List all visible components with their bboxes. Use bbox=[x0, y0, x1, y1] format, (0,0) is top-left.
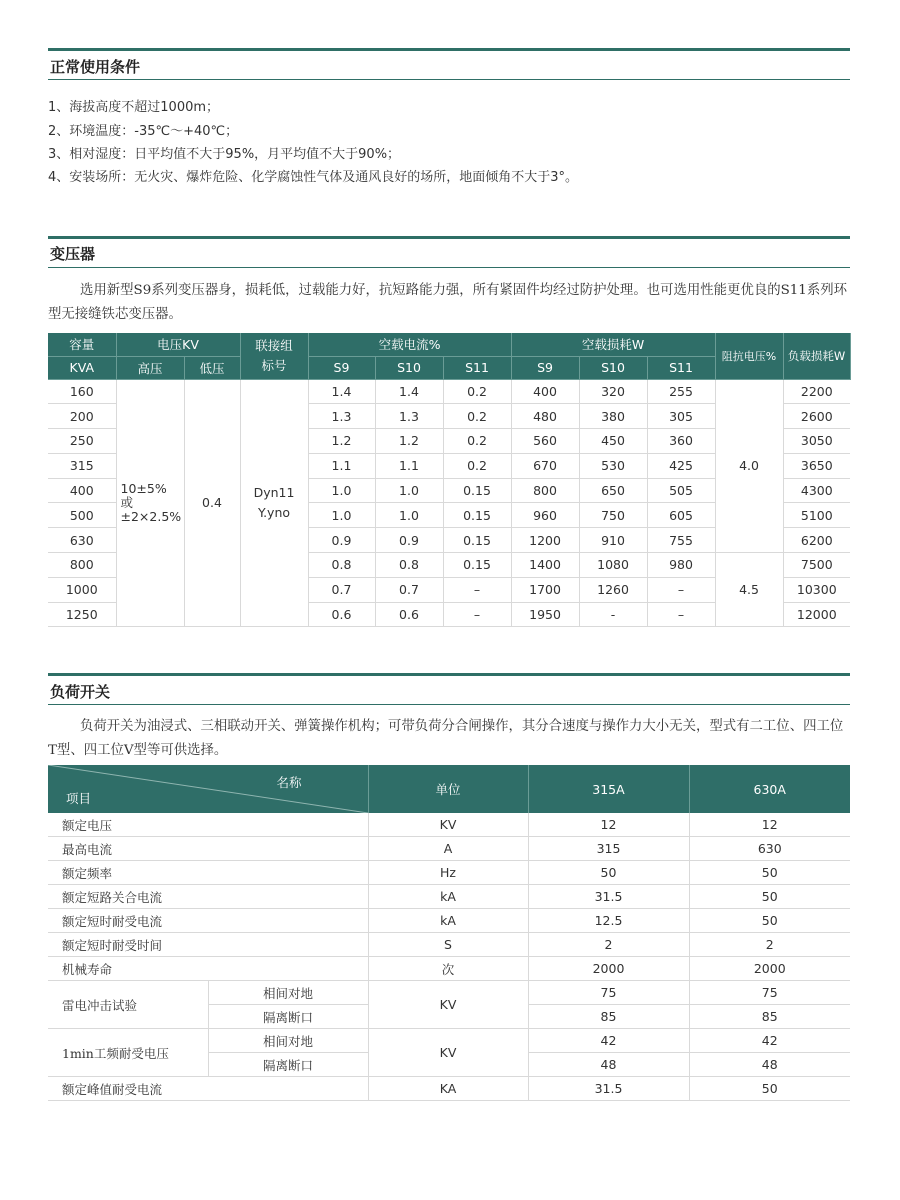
group-value-line: Y.yno bbox=[257, 504, 291, 520]
noload-current-s11: 0.15 bbox=[443, 528, 511, 553]
section-underline bbox=[48, 267, 850, 268]
section-underline bbox=[48, 79, 850, 80]
noload-loss-s11: 755 bbox=[647, 528, 715, 553]
sub-item-cell: 相间对地 bbox=[208, 981, 368, 1005]
capacity-cell: 160 bbox=[48, 379, 116, 404]
switch-row bbox=[48, 1077, 850, 1101]
sub-item-cell: 隔离断口 bbox=[208, 1005, 368, 1029]
noload-loss-s9: 1700 bbox=[511, 577, 579, 602]
noload-current-s9: 1.0 bbox=[308, 478, 375, 503]
value-315a-cell: 12 bbox=[528, 813, 689, 837]
noload-loss-s10: 1080 bbox=[579, 553, 647, 578]
noload-current-s11: – bbox=[443, 577, 511, 602]
load-loss-cell: 12000 bbox=[783, 602, 850, 627]
noload-current-s9: 0.8 bbox=[308, 553, 375, 578]
switch-row bbox=[48, 981, 850, 1005]
noload-current-s10: 1.0 bbox=[375, 478, 443, 503]
load-loss-cell: 7500 bbox=[783, 553, 850, 578]
item-cell: 1min工频耐受电压 bbox=[48, 1029, 208, 1077]
switch-row bbox=[48, 885, 850, 909]
switch-row bbox=[48, 909, 850, 933]
value-315a-cell: 42 bbox=[528, 1029, 689, 1053]
capacity-cell: 800 bbox=[48, 553, 116, 578]
noload-current-s11: – bbox=[443, 602, 511, 627]
noload-loss-s11: 255 bbox=[647, 379, 715, 404]
sub-item-cell: 隔离断口 bbox=[208, 1053, 368, 1077]
capacity-cell: 1000 bbox=[48, 577, 116, 602]
condition-item: 1、海拔高度不超过1000m； bbox=[48, 100, 220, 115]
header-diagonal-cell bbox=[48, 765, 368, 813]
value-630a-cell: 48 bbox=[689, 1053, 850, 1077]
unit-cell: kA bbox=[368, 909, 528, 933]
capacity-cell: 400 bbox=[48, 478, 116, 503]
noload-loss-s9: 1950 bbox=[511, 602, 579, 627]
header-voltage: 电压KV bbox=[116, 333, 240, 356]
header-s9-loss: S9 bbox=[511, 356, 579, 379]
load-switch-description-text: 负荷开关为油浸式、三相联动开关、弹簧操作机构；可带负荷分合闸操作，其分合速度与操作力大小无关，型式有二工位、四工位T型、四工位V型等可供选择。 bbox=[48, 719, 844, 758]
noload-current-s9: 1.2 bbox=[308, 429, 375, 454]
noload-loss-s11: 505 bbox=[647, 478, 715, 503]
capacity-cell: 200 bbox=[48, 404, 116, 429]
noload-loss-s9: 800 bbox=[511, 478, 579, 503]
value-630a-cell: 2000 bbox=[689, 957, 850, 981]
item-cell: 额定频率 bbox=[48, 861, 368, 885]
noload-current-s10: 0.8 bbox=[375, 553, 443, 578]
section-title-transformer: 变压器 bbox=[50, 245, 96, 263]
load-loss-cell: 3050 bbox=[783, 429, 850, 454]
noload-current-s11: 0.15 bbox=[443, 503, 511, 528]
section-title-load-switch: 负荷开关 bbox=[50, 683, 111, 701]
section-underline bbox=[48, 704, 850, 705]
capacity-cell: 500 bbox=[48, 503, 116, 528]
value-630a-cell: 50 bbox=[689, 861, 850, 885]
switch-row bbox=[48, 813, 850, 837]
unit-cell: KV bbox=[368, 981, 528, 1029]
switch-row bbox=[48, 861, 850, 885]
section-divider bbox=[48, 236, 850, 239]
unit-cell: KV bbox=[368, 813, 528, 837]
value-315a-cell: 2 bbox=[528, 933, 689, 957]
noload-current-s9: 1.0 bbox=[308, 503, 375, 528]
load-loss-cell: 5100 bbox=[783, 503, 850, 528]
hv-cell bbox=[116, 379, 184, 627]
noload-loss-s10: 1260 bbox=[579, 577, 647, 602]
transformer-table bbox=[48, 333, 851, 627]
capacity-cell: 630 bbox=[48, 528, 116, 553]
noload-loss-s9: 670 bbox=[511, 453, 579, 478]
switch-row bbox=[48, 933, 850, 957]
header-noload-loss: 空载损耗W bbox=[511, 333, 715, 356]
value-315a-cell: 315 bbox=[528, 837, 689, 861]
header-s9: S9 bbox=[308, 356, 375, 379]
noload-loss-s11: 360 bbox=[647, 429, 715, 454]
section-divider bbox=[48, 673, 850, 676]
header-s10: S10 bbox=[375, 356, 443, 379]
noload-current-s10: 1.4 bbox=[375, 379, 443, 404]
hv-value-line: ±2×2.5% bbox=[120, 508, 182, 524]
header-item: 项目 bbox=[66, 791, 92, 806]
value-315a-cell: 48 bbox=[528, 1053, 689, 1077]
section-divider bbox=[48, 48, 850, 51]
header-capacity-unit: KVA bbox=[48, 356, 116, 379]
value-630a-cell: 42 bbox=[689, 1029, 850, 1053]
noload-current-s11: 0.15 bbox=[443, 553, 511, 578]
load-loss-cell: 6200 bbox=[783, 528, 850, 553]
item-cell: 雷电冲击试验 bbox=[48, 981, 208, 1029]
header-group: 联接组标号 bbox=[240, 333, 308, 379]
value-315a-cell: 75 bbox=[528, 981, 689, 1005]
capacity-cell: 250 bbox=[48, 429, 116, 454]
noload-current-s11: 0.2 bbox=[443, 404, 511, 429]
noload-current-s10: 0.6 bbox=[375, 602, 443, 627]
group-cell bbox=[240, 379, 308, 627]
noload-current-s10: 1.1 bbox=[375, 453, 443, 478]
noload-current-s9: 1.3 bbox=[308, 404, 375, 429]
value-630a-cell: 50 bbox=[689, 909, 850, 933]
value-630a-cell: 630 bbox=[689, 837, 850, 861]
noload-loss-s10: 320 bbox=[579, 379, 647, 404]
noload-loss-s10: 650 bbox=[579, 478, 647, 503]
noload-loss-s10: - bbox=[579, 602, 647, 627]
noload-loss-s9: 400 bbox=[511, 379, 579, 404]
load-switch-table bbox=[48, 765, 850, 1101]
noload-current-s11: 0.15 bbox=[443, 478, 511, 503]
transformer-row bbox=[48, 379, 850, 404]
noload-current-s9: 0.9 bbox=[308, 528, 375, 553]
header-s10-loss: S10 bbox=[579, 356, 647, 379]
value-630a-cell: 50 bbox=[689, 1077, 850, 1101]
value-315a-cell: 85 bbox=[528, 1005, 689, 1029]
diagonal-line bbox=[48, 765, 368, 813]
noload-loss-s10: 450 bbox=[579, 429, 647, 454]
noload-loss-s9: 480 bbox=[511, 404, 579, 429]
noload-current-s10: 1.3 bbox=[375, 404, 443, 429]
value-315a-cell: 12.5 bbox=[528, 909, 689, 933]
header-impedance: 阻抗电压% bbox=[715, 333, 783, 379]
noload-current-s9: 1.4 bbox=[308, 379, 375, 404]
impedance-cell: 4.5 bbox=[715, 553, 783, 627]
header-s11: S11 bbox=[443, 356, 511, 379]
transformer-description bbox=[48, 279, 848, 327]
group-value-line: Dyn11 bbox=[253, 484, 295, 500]
unit-cell: A bbox=[368, 837, 528, 861]
noload-loss-s11: 980 bbox=[647, 553, 715, 578]
noload-loss-s9: 1400 bbox=[511, 553, 579, 578]
noload-loss-s11: 425 bbox=[647, 453, 715, 478]
header-hv: 高压 bbox=[116, 356, 184, 379]
unit-cell: S bbox=[368, 933, 528, 957]
capacity-cell: 1250 bbox=[48, 602, 116, 627]
condition-item: 2、环境温度：-35℃～+40℃； bbox=[48, 124, 239, 139]
noload-loss-s9: 960 bbox=[511, 503, 579, 528]
value-315a-cell: 2000 bbox=[528, 957, 689, 981]
noload-current-s10: 1.0 bbox=[375, 503, 443, 528]
unit-cell: Hz bbox=[368, 861, 528, 885]
header-s11-loss: S11 bbox=[647, 356, 715, 379]
hv-value-line: 或 bbox=[120, 494, 134, 510]
header-lv: 低压 bbox=[184, 356, 240, 379]
load-loss-cell: 10300 bbox=[783, 577, 850, 602]
header-load-loss: 负载损耗W bbox=[783, 333, 850, 379]
noload-current-s10: 1.2 bbox=[375, 429, 443, 454]
load-switch-description bbox=[48, 715, 848, 763]
load-loss-cell: 4300 bbox=[783, 478, 850, 503]
header-noload-current: 空载电流% bbox=[308, 333, 511, 356]
noload-current-s10: 0.7 bbox=[375, 577, 443, 602]
header-capacity: 容量 bbox=[48, 333, 116, 356]
noload-loss-s11: 605 bbox=[647, 503, 715, 528]
noload-loss-s10: 910 bbox=[579, 528, 647, 553]
value-315a-cell: 31.5 bbox=[528, 885, 689, 909]
noload-loss-s10: 750 bbox=[579, 503, 647, 528]
load-loss-cell: 3650 bbox=[783, 453, 850, 478]
capacity-cell: 315 bbox=[48, 453, 116, 478]
value-315a-cell: 31.5 bbox=[528, 1077, 689, 1101]
noload-current-s11: 0.2 bbox=[443, 453, 511, 478]
switch-row bbox=[48, 1029, 850, 1053]
noload-loss-s10: 530 bbox=[579, 453, 647, 478]
header-name: 名称 bbox=[276, 775, 302, 790]
noload-loss-s10: 380 bbox=[579, 404, 647, 429]
switch-row bbox=[48, 837, 850, 861]
unit-cell: kA bbox=[368, 885, 528, 909]
item-cell: 额定峰值耐受电流 bbox=[48, 1077, 368, 1101]
header-unit: 单位 bbox=[368, 765, 528, 813]
header-630a: 630A bbox=[689, 765, 850, 813]
noload-loss-s11: – bbox=[647, 602, 715, 627]
noload-current-s10: 0.9 bbox=[375, 528, 443, 553]
load-loss-cell: 2600 bbox=[783, 404, 850, 429]
value-630a-cell: 75 bbox=[689, 981, 850, 1005]
condition-item: 4、安装场所：无火灾、爆炸危险、化学腐蚀性气体及通风良好的场所，地面倾角不大于3°。 bbox=[48, 170, 579, 185]
noload-loss-s9: 1200 bbox=[511, 528, 579, 553]
item-cell: 额定短时耐受时间 bbox=[48, 933, 368, 957]
hv-value-line: 10±5% bbox=[120, 480, 167, 496]
value-630a-cell: 50 bbox=[689, 885, 850, 909]
unit-cell: KA bbox=[368, 1077, 528, 1101]
value-630a-cell: 2 bbox=[689, 933, 850, 957]
item-cell: 机械寿命 bbox=[48, 957, 368, 981]
header-315a: 315A bbox=[528, 765, 689, 813]
load-loss-cell: 2200 bbox=[783, 379, 850, 404]
condition-item: 3、相对湿度：日平均值不大于95%，月平均值不大于90%； bbox=[48, 147, 401, 162]
sub-item-cell: 相间对地 bbox=[208, 1029, 368, 1053]
noload-loss-s11: 305 bbox=[647, 404, 715, 429]
noload-current-s11: 0.2 bbox=[443, 429, 511, 454]
item-cell: 额定短时耐受电流 bbox=[48, 909, 368, 933]
noload-loss-s11: – bbox=[647, 577, 715, 602]
unit-cell: 次 bbox=[368, 957, 528, 981]
item-cell: 额定短路关合电流 bbox=[48, 885, 368, 909]
item-cell: 最高电流 bbox=[48, 837, 368, 861]
value-630a-cell: 12 bbox=[689, 813, 850, 837]
switch-row bbox=[48, 957, 850, 981]
noload-current-s9: 0.6 bbox=[308, 602, 375, 627]
noload-loss-s9: 560 bbox=[511, 429, 579, 454]
unit-cell: KV bbox=[368, 1029, 528, 1077]
value-315a-cell: 50 bbox=[528, 861, 689, 885]
lv-cell: 0.4 bbox=[184, 379, 240, 627]
item-cell: 额定电压 bbox=[48, 813, 368, 837]
noload-current-s9: 1.1 bbox=[308, 453, 375, 478]
impedance-cell: 4.0 bbox=[715, 379, 783, 553]
noload-current-s11: 0.2 bbox=[443, 379, 511, 404]
transformer-description-text: 选用新型S9系列变压器身，损耗低，过载能力好，抗短路能力强，所有紧固件均经过防护处理。也可选用性能更优良的S11系列环型无接缝铁芯变压器。 bbox=[48, 283, 847, 322]
noload-current-s9: 0.7 bbox=[308, 577, 375, 602]
value-630a-cell: 85 bbox=[689, 1005, 850, 1029]
section-title-conditions: 正常使用条件 bbox=[50, 58, 141, 76]
